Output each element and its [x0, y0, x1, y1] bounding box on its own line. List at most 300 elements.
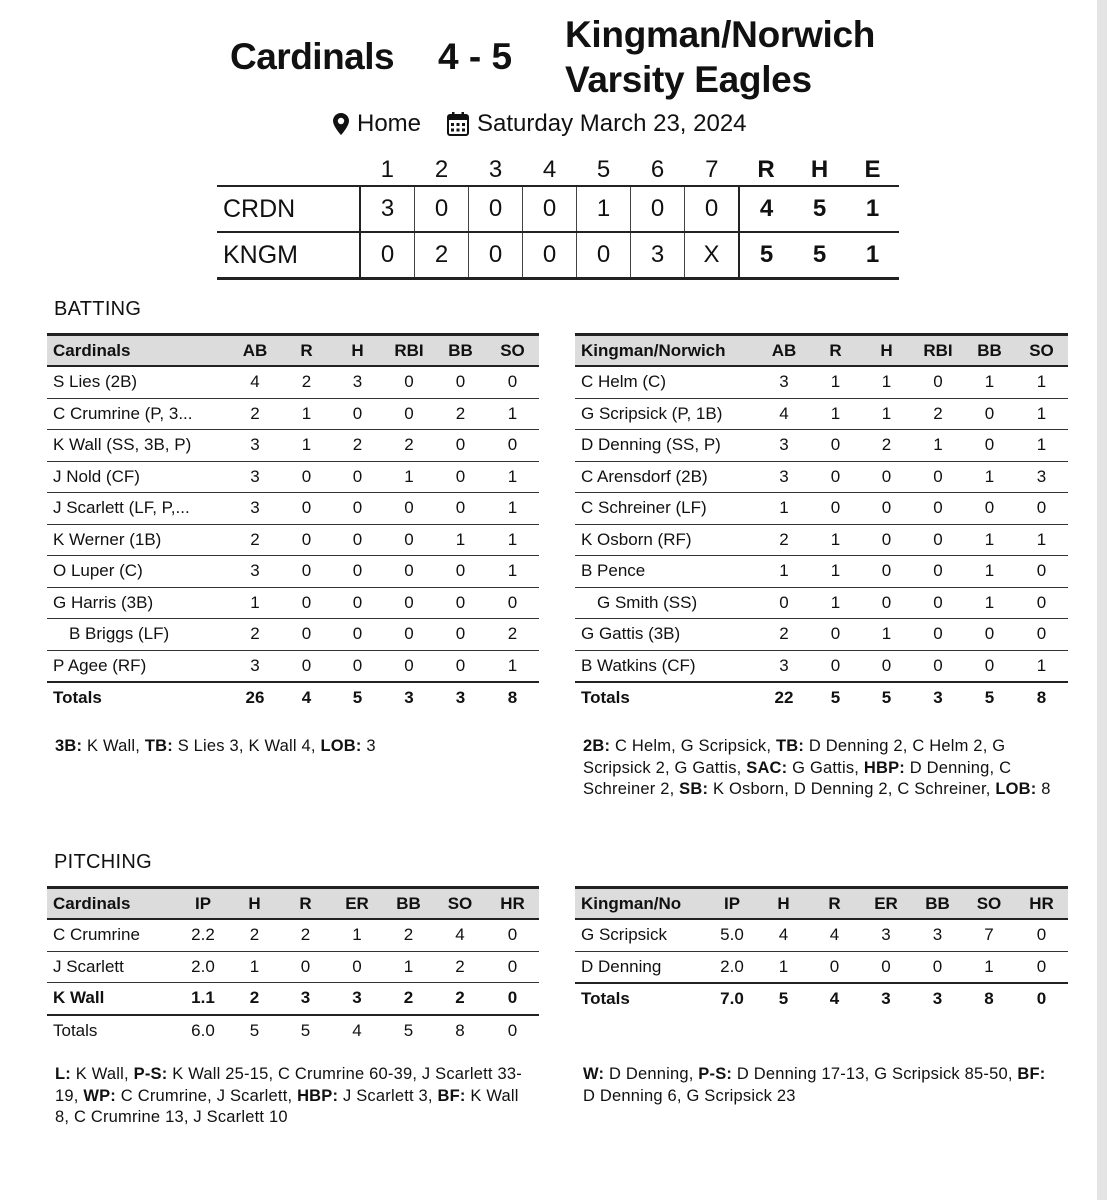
stat-cell: 2 [486, 619, 539, 651]
stat-cell: 0 [435, 556, 486, 588]
stat-cell: 0 [810, 461, 861, 493]
player-name: G Harris (3B) [47, 587, 229, 619]
linescore-table [217, 155, 899, 280]
so-header: SO [976, 893, 1002, 913]
stat-cell: 0 [912, 366, 964, 398]
stat-cell: 5 [861, 682, 912, 714]
stat-cell: 5 [810, 682, 861, 714]
linescore-hits: 5 [812, 241, 827, 268]
location-pin-icon [333, 113, 349, 135]
stat-cell: 3 [229, 650, 281, 682]
totals-label: Totals [47, 682, 229, 714]
linescore-runs: 4 [739, 186, 793, 232]
stat-cell: 2 [434, 983, 486, 1015]
stat-cell: 1 [486, 650, 539, 682]
player-name: C Helm (C) [575, 366, 758, 398]
stat-cell: 0 [861, 587, 912, 619]
stat-cell: 0 [507, 1020, 518, 1040]
stat-cell: 0 [912, 493, 964, 525]
stat-cell: 1 [810, 556, 861, 588]
stat-cell: 8 [1015, 682, 1068, 714]
game-date: Saturday March 23, 2024 [477, 110, 747, 137]
stat-cell: 0 [1015, 556, 1068, 588]
player-name: D Denning (SS, P) [575, 430, 758, 462]
stat-cell: 1 [964, 461, 1015, 493]
stat-cell: 0 [912, 619, 964, 651]
stat-cell: 1 [964, 587, 1015, 619]
stat-cell: 0 [332, 493, 383, 525]
player-name: B Pence [575, 556, 758, 588]
stat-cell: 4 [434, 919, 486, 951]
linescore-errors: 1 [865, 195, 880, 222]
inning-3-header: 3 [488, 156, 503, 183]
stat-cell: 0 [332, 556, 383, 588]
stat-cell: 0 [1015, 493, 1068, 525]
stat-cell: 0 [383, 619, 435, 651]
stat-cell: 0 [332, 398, 383, 430]
stat-cell: 1 [1015, 430, 1068, 462]
stat-cell: 4 [758, 398, 810, 430]
player-row [575, 493, 1068, 525]
stat-cell: 0 [810, 430, 861, 462]
stat-cell: 5 [332, 682, 383, 714]
stat-cell: 2 [861, 430, 912, 462]
bb-header: BB [448, 340, 473, 360]
stat-cell: 0 [861, 461, 912, 493]
stat-cell: 5 [300, 1020, 311, 1040]
stat-cell: 0 [1015, 951, 1068, 983]
so-header: SO [447, 893, 473, 913]
stat-cell: 0 [383, 556, 435, 588]
player-row [47, 366, 539, 398]
stat-cell: 3 [332, 366, 383, 398]
totals-row [575, 682, 1068, 714]
stat-cell: 0 [1015, 919, 1068, 951]
stat-cell: 0 [1036, 989, 1047, 1009]
stat-cell: 0 [332, 524, 383, 556]
player-row [47, 398, 539, 430]
home-batting-table [47, 333, 539, 714]
stat-cell: 0 [964, 493, 1015, 525]
stat-cell: 3 [435, 682, 486, 714]
inning-5-header: 5 [596, 156, 611, 183]
linescore-row [217, 186, 899, 232]
totals-row [47, 682, 539, 714]
player-name: G Smith (SS) [575, 587, 758, 619]
game-location: Home [357, 110, 422, 137]
final-score: 4 - 5 [438, 36, 513, 77]
stat-cell: 3 [860, 919, 912, 951]
player-name: G Gattis (3B) [575, 619, 758, 651]
so-header: SO [500, 340, 525, 360]
linescore-cell: 0 [577, 232, 631, 279]
stat-cell: 7.0 [720, 989, 744, 1009]
stat-cell: 3 [383, 682, 435, 714]
stat-cell: 3 [229, 556, 281, 588]
stat-cell: 7 [963, 919, 1015, 951]
errors-header: E [864, 156, 881, 183]
linescore-team-header [217, 155, 360, 186]
stat-cell: 3 [932, 989, 943, 1009]
stat-cell: 2 [280, 919, 331, 951]
stat-cell: 0 [486, 366, 539, 398]
stat-cell: 2 [383, 430, 435, 462]
stat-cell: 0 [912, 587, 964, 619]
r-header: R [828, 893, 841, 913]
player-row [575, 587, 1068, 619]
player-row [47, 556, 539, 588]
stat-cell: 0 [809, 951, 860, 983]
ab-header: AB [771, 340, 797, 360]
stat-cell: 2 [383, 919, 434, 951]
player-name: B Watkins (CF) [575, 650, 758, 682]
stat-cell: 3 [912, 919, 963, 951]
player-row [575, 619, 1068, 651]
stat-cell: 1 [1015, 524, 1068, 556]
team-column-header: Kingman/No [581, 893, 682, 913]
stat-cell: 2 [758, 524, 810, 556]
stat-cell: 5 [249, 1020, 260, 1040]
player-name: J Nold (CF) [47, 461, 229, 493]
batting-header-row [575, 335, 1068, 367]
player-row [47, 650, 539, 682]
linescore-cell: 0 [469, 232, 523, 279]
home-batting-notes: 3B: K Wall, TB: S Lies 3, K Wall 4, LOB: 3 [55, 737, 376, 755]
ip-header: IP [723, 893, 741, 913]
linescore-errors: 1 [865, 241, 880, 268]
pitcher-row [47, 919, 539, 951]
stat-cell: 0 [1015, 587, 1068, 619]
stat-cell: 0 [810, 493, 861, 525]
player-row [575, 366, 1068, 398]
stat-cell: 2 [229, 398, 281, 430]
stat-cell: 3 [912, 682, 964, 714]
totals-label: Totals [575, 682, 758, 714]
home-pitching-table [47, 886, 539, 1046]
stat-cell: 0 [964, 650, 1015, 682]
player-row [575, 398, 1068, 430]
stat-cell: 0 [281, 619, 332, 651]
stat-cell: 1 [435, 524, 486, 556]
stat-cell: 5.0 [706, 919, 758, 951]
stat-cell: 0 [383, 366, 435, 398]
stat-cell: 8 [984, 989, 994, 1009]
stat-cell: 0 [332, 587, 383, 619]
stat-cell: 3 [280, 983, 331, 1015]
totals-label: Totals [581, 989, 630, 1009]
stat-cell: 3 [229, 430, 281, 462]
inning-7-header: 7 [705, 156, 719, 183]
stat-cell: 0 [860, 951, 912, 983]
stat-cell: 1 [486, 493, 539, 525]
stat-cell: 0 [486, 983, 539, 1015]
stat-cell: 1 [229, 951, 280, 983]
er-header: ER [874, 893, 898, 913]
player-row [575, 461, 1068, 493]
team-column-header: Kingman/Norwich [581, 340, 726, 360]
h-header: H [777, 893, 790, 913]
stat-cell: 1 [331, 919, 383, 951]
stat-cell: 0 [435, 619, 486, 651]
away-pitching-notes: W: D Denning, P-S: D Denning 17-13, G Scripsick 85-50, BF: D Denning 6, G Scripsick 23 [583, 1065, 1046, 1105]
stat-cell: 2 [434, 951, 486, 983]
inning-2-header: 2 [434, 156, 449, 183]
stat-cell: 3 [758, 366, 810, 398]
stat-cell: 0 [912, 650, 964, 682]
stat-cell: 0 [435, 366, 486, 398]
stat-cell: 3 [758, 461, 810, 493]
stat-cell: 0 [281, 556, 332, 588]
stat-cell: 1 [383, 461, 435, 493]
player-name: C Crumrine (P, 3... [47, 398, 229, 430]
stat-cell: 0 [486, 951, 539, 983]
stat-cell: 1 [229, 587, 281, 619]
stat-cell: 0 [383, 524, 435, 556]
stat-cell: 1 [1015, 366, 1068, 398]
player-name: G Scripsick (P, 1B) [575, 398, 758, 430]
pitcher-row [47, 983, 539, 1015]
pitcher-row [575, 951, 1068, 983]
hits-header: H [810, 156, 829, 183]
stat-cell: 1 [861, 366, 912, 398]
linescore-cell: X [703, 241, 720, 268]
stat-cell: 1 [486, 556, 539, 588]
stat-cell: 1 [810, 587, 861, 619]
stat-cell: 2 [229, 619, 281, 651]
player-name: C Arensdorf (2B) [575, 461, 758, 493]
stat-cell: 4 [809, 919, 860, 951]
stat-cell: 1 [486, 524, 539, 556]
linescore-row [217, 232, 899, 279]
stat-cell: 0 [332, 650, 383, 682]
h-header: H [351, 340, 364, 360]
inning-1-header: 1 [380, 156, 394, 183]
runs-header: R [757, 156, 775, 183]
stat-cell: 2 [332, 430, 383, 462]
stat-cell: 0 [486, 919, 539, 951]
team-column-header: Cardinals [53, 340, 131, 360]
player-name: K Osborn (RF) [575, 524, 758, 556]
pitcher-row [47, 951, 539, 983]
stat-cell: 1 [861, 398, 912, 430]
stat-cell: 0 [964, 398, 1015, 430]
page-edge [1097, 0, 1107, 1200]
stat-cell: 0 [861, 556, 912, 588]
stat-cell: 0 [383, 398, 435, 430]
stat-cell: 0 [383, 650, 435, 682]
stat-cell: 0 [435, 430, 486, 462]
away-batting-table [575, 333, 1068, 714]
hr-header: HR [500, 893, 525, 913]
r-header: R [829, 340, 842, 360]
stat-cell: 4 [758, 919, 809, 951]
totals-row [47, 1015, 539, 1047]
stat-cell: 0 [435, 587, 486, 619]
stat-cell: 0 [435, 650, 486, 682]
player-name: K Werner (1B) [47, 524, 229, 556]
stat-cell: 0 [281, 650, 332, 682]
stat-cell: 3 [758, 430, 810, 462]
stat-cell: 5 [778, 989, 789, 1009]
linescore-cell: 1 [577, 186, 631, 232]
linescore-hits: 5 [812, 195, 827, 222]
r-header: R [300, 340, 313, 360]
stat-cell: 6.0 [191, 1020, 215, 1040]
stat-cell: 1 [810, 398, 861, 430]
stat-cell: 0 [861, 650, 912, 682]
stat-cell: 1 [1015, 650, 1068, 682]
stat-cell: 3 [758, 650, 810, 682]
linescore-cell: 3 [360, 186, 415, 232]
linescore-runs: 5 [739, 232, 793, 279]
stat-cell: 4 [229, 366, 281, 398]
linescore-team: KNGM [217, 232, 360, 279]
stat-cell: 0 [435, 493, 486, 525]
stat-cell: 0 [861, 524, 912, 556]
h-header: H [248, 893, 261, 913]
stat-cell: 2 [229, 919, 280, 951]
stat-cell: 22 [758, 682, 810, 714]
stat-cell: 0 [912, 556, 964, 588]
r-header: R [299, 893, 312, 913]
stat-cell: 1 [963, 951, 1015, 983]
stat-cell: 2 [758, 619, 810, 651]
pitching-header-row [47, 888, 539, 920]
stat-cell: 1 [758, 556, 810, 588]
stat-cell: 0 [383, 493, 435, 525]
stat-cell: 2 [229, 983, 280, 1015]
totals-row [575, 983, 1068, 1015]
stat-cell: 0 [912, 951, 963, 983]
player-row [575, 556, 1068, 588]
linescore-cell: 3 [631, 232, 685, 279]
stat-cell: 0 [280, 951, 331, 983]
stat-cell: 8 [455, 1020, 465, 1040]
player-name: O Luper (C) [47, 556, 229, 588]
stat-cell: 1 [486, 461, 539, 493]
player-name: J Scarlett (LF, P,... [47, 493, 229, 525]
stat-cell: 2.2 [177, 919, 229, 951]
player-row [47, 430, 539, 462]
so-header: SO [1029, 340, 1054, 360]
away-team-name [565, 12, 875, 102]
rbi-header: RBI [923, 340, 953, 360]
stat-cell: 0 [1015, 619, 1068, 651]
stat-cell: 0 [281, 493, 332, 525]
stat-cell: 4 [281, 682, 332, 714]
stat-cell: 0 [861, 493, 912, 525]
stat-cell: 0 [912, 461, 964, 493]
player-name: D Denning [575, 951, 706, 983]
player-row [47, 461, 539, 493]
pitching-section-title: PITCHING [54, 851, 152, 873]
player-name: C Schreiner (LF) [575, 493, 758, 525]
stat-cell: 1 [1015, 398, 1068, 430]
away-batting-rows [575, 366, 1068, 682]
calendar-icon [447, 112, 469, 136]
player-name: C Crumrine [47, 919, 177, 951]
stat-cell: 5 [403, 1020, 414, 1040]
stat-cell: 3 [229, 461, 281, 493]
stat-cell: 4 [352, 1020, 362, 1040]
linescore-cell: 0 [469, 186, 523, 232]
home-batting-rows [47, 366, 539, 682]
pitching-header-row [575, 888, 1068, 920]
batting-section-title: BATTING [54, 298, 142, 320]
stat-cell: 0 [331, 951, 383, 983]
away-batting-notes: 2B: C Helm, G Scripsick, TB: D Denning 2, C Helm 2, G Scripsick 2, G Gattis, SAC: G Gattis, HBP: D Denning, C Schreiner 2, SB: K Osborn, D Denning 2, C Schreiner, LOB: 8 [583, 737, 1051, 798]
bb-header: BB [396, 893, 421, 913]
stat-cell: 1 [383, 951, 434, 983]
linescore-header [217, 155, 899, 186]
hr-header: HR [1029, 893, 1054, 913]
stat-cell: 2.0 [177, 951, 229, 983]
stat-cell: 3 [881, 989, 891, 1009]
rbi-header: RBI [394, 340, 424, 360]
linescore-team: CRDN [217, 186, 360, 232]
player-name: B Briggs (LF) [47, 619, 229, 651]
totals-label: Totals [53, 1020, 98, 1040]
stat-cell: 1 [486, 398, 539, 430]
stat-cell: 1 [964, 366, 1015, 398]
batting-header-row [47, 335, 539, 367]
bb-header: BB [925, 893, 950, 913]
stat-cell: 1 [912, 430, 964, 462]
stat-cell: 0 [758, 587, 810, 619]
stat-cell: 0 [281, 461, 332, 493]
stat-cell: 2 [435, 398, 486, 430]
stat-cell: 2 [383, 983, 434, 1015]
linescore-cell: 2 [415, 232, 469, 279]
stat-cell: 5 [964, 682, 1015, 714]
bb-header: BB [977, 340, 1002, 360]
linescore-cell: 0 [523, 186, 577, 232]
linescore-cell: 0 [704, 195, 719, 222]
stat-cell: 1 [758, 493, 810, 525]
stat-cell: 2 [912, 398, 964, 430]
player-row [47, 493, 539, 525]
stat-cell: 1 [758, 951, 809, 983]
stat-cell: 0 [435, 461, 486, 493]
stat-cell: 0 [486, 587, 539, 619]
stat-cell: 1 [810, 524, 861, 556]
away-pitching-table [575, 886, 1068, 1015]
away-team-line1: Kingman/Norwich [565, 14, 876, 55]
er-header: ER [345, 893, 369, 913]
stat-cell: 0 [964, 619, 1015, 651]
player-row [575, 650, 1068, 682]
stat-cell: 2 [229, 524, 281, 556]
stat-cell: 0 [332, 461, 383, 493]
stat-cell: 1 [964, 556, 1015, 588]
player-row [47, 587, 539, 619]
stat-cell: 0 [486, 430, 539, 462]
ab-header: AB [242, 340, 268, 360]
stat-cell: 1 [281, 430, 332, 462]
player-row [47, 524, 539, 556]
player-row [47, 619, 539, 651]
linescore-cell: 0 [631, 186, 685, 232]
stat-cell: 3 [229, 493, 281, 525]
player-name: K Wall (SS, 3B, P) [47, 430, 229, 462]
pitcher-row [575, 919, 1068, 951]
team-column-header: Cardinals [53, 893, 131, 913]
stat-cell: 0 [964, 430, 1015, 462]
linescore-cell: 0 [360, 232, 415, 279]
stat-cell: 0 [912, 524, 964, 556]
stat-cell: 4 [829, 989, 840, 1009]
player-row [575, 430, 1068, 462]
